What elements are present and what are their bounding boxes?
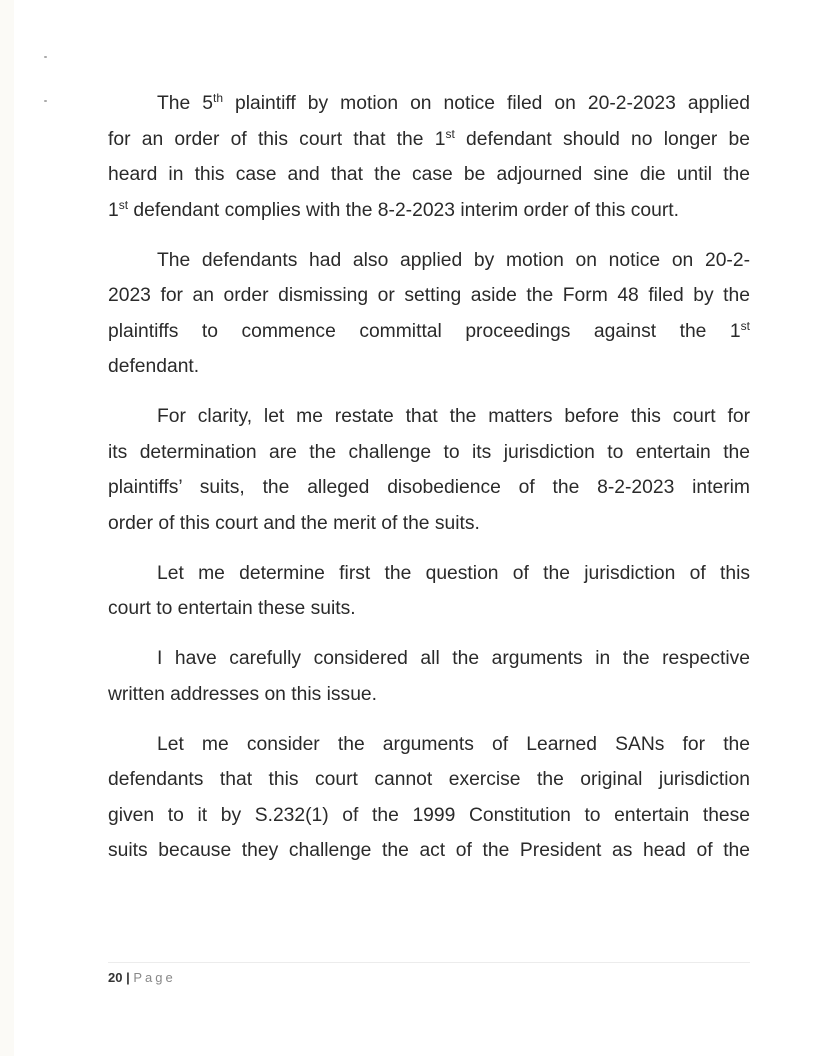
footer-separator: |: [126, 970, 130, 985]
text-segment: The 5: [157, 93, 213, 114]
text-line: [108, 349, 750, 385]
text-segment: plaintiff by motion on notice filed on 20-2-2023 applied: [223, 93, 751, 114]
page-footer: [108, 970, 176, 985]
text-line: [108, 193, 750, 229]
document-body: [108, 86, 750, 883]
text-line: [108, 833, 750, 869]
text-line: [108, 157, 750, 193]
page-number: 20: [108, 970, 123, 985]
text-segment: its determination are the challenge to its jurisdiction to entertain the: [108, 441, 750, 463]
paragraph: [108, 399, 750, 541]
footer-rule: [108, 962, 750, 963]
text-segment: order of this court and the merit of the suits.: [108, 512, 480, 534]
text-segment: 2023 for an order dismissing or setting aside the Form 48 filed by the: [108, 285, 750, 306]
superscript: st: [445, 126, 455, 141]
text-segment: defendant should no longer be: [454, 128, 751, 150]
paragraph: [108, 727, 750, 869]
text-segment: defendant complies with the 8-2-2023 interim order of this court.: [128, 199, 679, 221]
text-segment: plaintiffs to commence committal proceedings against the 1: [108, 320, 741, 342]
text-line: [108, 435, 750, 471]
paragraph: [108, 243, 750, 385]
paragraph: [108, 556, 750, 627]
text-line: [108, 677, 750, 713]
text-line: [108, 727, 750, 763]
text-segment: heard in this case and that the case be adjourned sine die until the: [108, 164, 750, 185]
text-line: [108, 470, 750, 506]
scan-speck: [44, 56, 47, 58]
text-line: [108, 399, 750, 435]
text-segment: The defendants had also applied by motion on notice on 20-2-: [157, 249, 750, 271]
text-segment: given to it by S.232(1) of the 1999 Constitution to entertain these: [108, 804, 750, 826]
paragraph: [108, 641, 750, 712]
text-line: [108, 122, 750, 158]
text-line: [108, 641, 750, 677]
text-line: [108, 314, 750, 350]
page-label: Page: [133, 970, 176, 985]
text-segment: for an order of this court that the 1: [108, 128, 446, 150]
text-line: [108, 798, 750, 834]
text-line: [108, 243, 750, 279]
text-line: [108, 591, 750, 627]
text-segment: court to entertain these suits.: [108, 598, 356, 619]
text-segment: defendants that this court cannot exercise the original jurisdiction: [108, 769, 750, 790]
text-line: [108, 762, 750, 798]
text-line: [108, 556, 750, 592]
text-segment: plaintiffs’ suits, the alleged disobedience of the 8-2-2023 interim: [108, 477, 750, 498]
text-segment: For clarity, let me restate that the matters before this court for: [157, 406, 750, 427]
superscript: st: [740, 318, 750, 333]
text-segment: 1: [108, 199, 119, 221]
text-line: [108, 278, 750, 314]
text-segment: written addresses on this issue.: [108, 683, 377, 705]
paragraph: [108, 86, 750, 228]
text-segment: defendant.: [108, 356, 200, 377]
text-segment: suits because they challenge the act of the President as head of the: [108, 840, 750, 861]
superscript: st: [118, 197, 129, 212]
scan-edge: [0, 0, 14, 1056]
text-segment: I have carefully considered all the arguments in the respective: [157, 648, 750, 669]
superscript: th: [212, 91, 223, 105]
text-segment: Let me determine first the question of the jurisdiction of this: [157, 562, 750, 584]
text-line: [108, 506, 750, 542]
text-line: [108, 86, 750, 122]
scan-speck: [44, 100, 47, 102]
text-segment: Let me consider the arguments of Learned SANs for the: [157, 733, 750, 755]
